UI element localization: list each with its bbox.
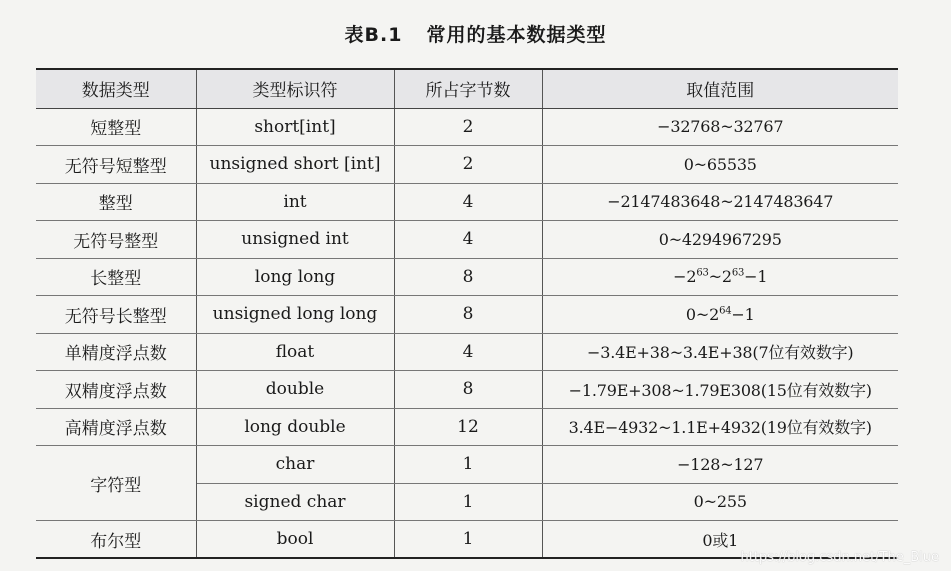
table-row [36,108,898,146]
cell-range [542,296,898,334]
cell-type-name: 高精度浮点数 [36,408,196,446]
cell-type-name: 整型 [36,183,196,221]
cell-range: 3.4E−4932~1.1E+4932(19位有效数字) [542,408,898,446]
cell-range: −2147483648~2147483647 [542,183,898,221]
table-row [36,221,898,259]
cell-bytes: 4 [394,183,542,221]
cell-range: −128~127 [542,446,898,484]
table-row [36,333,898,371]
table-title: 常用的基本数据类型 [426,24,607,46]
cell-bytes: 1 [394,521,542,559]
table-row [36,296,898,334]
table-row [36,446,898,484]
cell-range: 0~65535 [542,146,898,184]
range-exponent: 63 [696,267,709,279]
header-data-type: 数据类型 [36,69,196,108]
cell-range: −1.79E+308~1.79E308(15位有效数字) [542,371,898,409]
cell-identifier: int [196,183,394,221]
table-number: 表B.1 [344,24,403,46]
cell-identifier: char [196,446,394,484]
range-base: −2 [673,267,697,287]
table-row [36,183,898,221]
cell-range: −32768~32767 [542,108,898,146]
table-row [36,408,898,446]
cell-bytes: 4 [394,221,542,259]
header-identifier: 类型标识符 [196,69,394,108]
range-mid: ~2 [708,267,732,287]
cell-bytes: 2 [394,108,542,146]
range-exponent: 64 [719,305,732,317]
cell-type-name: 无符号短整型 [36,146,196,184]
cell-bytes: 4 [394,333,542,371]
cell-identifier: short[int] [196,108,394,146]
range-exponent: 63 [731,267,745,279]
cell-range: 0或1 [542,521,898,559]
cell-bytes: 8 [394,371,542,409]
cell-bytes: 1 [394,446,542,484]
range-base: 0~2 [685,304,720,324]
cell-identifier: double [196,371,394,409]
data-types-table [36,68,898,559]
cell-type-name: 布尔型 [36,521,196,559]
range-tail: −1 [731,304,755,324]
header-range: 取值范围 [542,69,898,108]
cell-bytes: 8 [394,258,542,296]
cell-identifier: float [196,333,394,371]
table-row [36,258,898,296]
cell-identifier: bool [196,521,394,559]
cell-range: 0~4294967295 [542,221,898,259]
cell-identifier: long long [196,258,394,296]
cell-type-name: 双精度浮点数 [36,371,196,409]
cell-identifier: long double [196,408,394,446]
cell-bytes: 2 [394,146,542,184]
range-tail: −1 [744,267,768,287]
cell-type-name: 无符号整型 [36,221,196,259]
cell-identifier: unsigned long long [196,296,394,334]
cell-type-name: 字符型 [36,446,196,521]
cell-type-name: 无符号长整型 [36,296,196,334]
cell-identifier: signed char [196,483,394,521]
cell-identifier: unsigned int [196,221,394,259]
cell-range: 0~255 [542,483,898,521]
table-row [36,146,898,184]
cell-type-name: 长整型 [36,258,196,296]
cell-type-name: 短整型 [36,108,196,146]
table-caption [0,20,951,47]
cell-range: −3.4E+38~3.4E+38(7位有效数字) [542,333,898,371]
cell-bytes: 8 [394,296,542,334]
cell-type-name: 单精度浮点数 [36,333,196,371]
cell-bytes: 12 [394,408,542,446]
table-row [36,371,898,409]
cell-range [542,258,898,296]
watermark-url: https://blog.csdn.net/The_Blue [740,550,939,565]
header-row [36,69,898,108]
cell-bytes: 1 [394,483,542,521]
cell-identifier: unsigned short [int] [196,146,394,184]
header-bytes: 所占字节数 [394,69,542,108]
